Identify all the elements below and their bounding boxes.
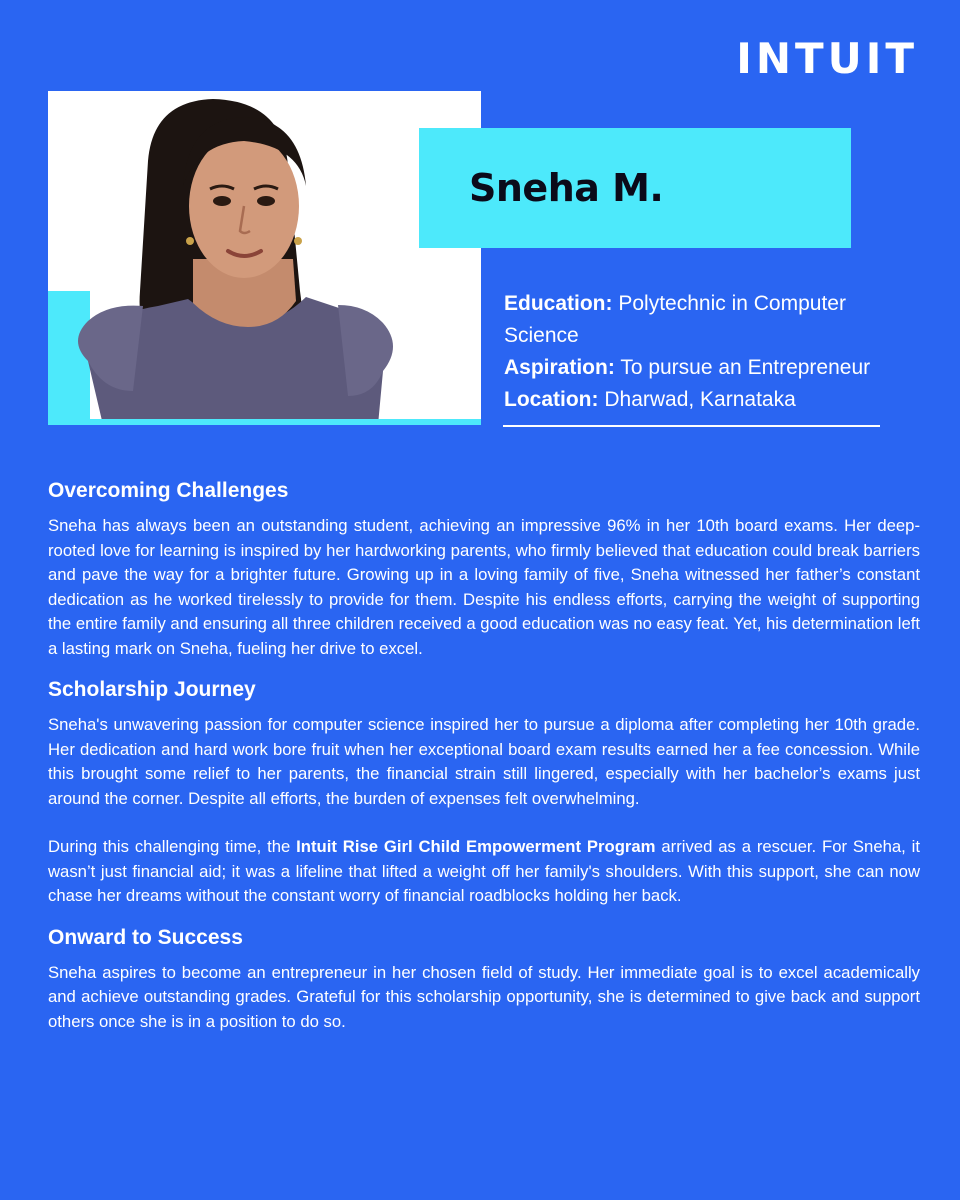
program-name: Intuit Rise Girl Child Empowerment Program: [296, 837, 656, 856]
section-paragraph: Sneha aspires to become an entrepreneur in her chosen field of study. Her immediate goal is to excel academically and achieve outstanding grades. Grateful for this scholarship opportunity, she is determined to give back and support others once she is in a position to do so.: [48, 962, 920, 1031]
location-line: [504, 384, 914, 416]
paragraph-text: During this challenging time, the: [48, 837, 297, 856]
photo-accent-strip: [48, 419, 481, 425]
location-label: Location:: [504, 388, 599, 411]
section-paragraph: [48, 835, 920, 909]
student-name: Sneha M.: [469, 166, 664, 210]
education-label: Education:: [504, 292, 613, 315]
portrait-illustration: [48, 91, 481, 425]
section-challenges: [48, 476, 920, 661]
profile-details: [504, 288, 914, 416]
section-paragraph: Sneha's unwavering passion for computer science inspired her to pursue a diploma after completing her 10th grade. Her dedication and hard work bore fruit when her exceptional board exam results earned her a fee concession. While this brought some relief to her parents, the financial strain still lingered, especially with her bachelor’s exams just around the corner. Despite all efforts, the burden of expenses felt overwhelming.: [48, 715, 920, 808]
details-divider: [503, 425, 880, 427]
section-heading: Onward to Success: [48, 925, 243, 949]
aspiration-value: To pursue an Entrepreneur: [620, 356, 871, 379]
section-paragraph: Sneha has always been an outstanding student, achieving an impressive 96% in her 10th board exams. Her deep-rooted love for learning is inspired by her hardworking parents, who firmly believed that education could break barriers and pave the way for a brighter future. Growing up in a loving family of five, Sneha witnessed her father’s constant dedication as he worked tirelessly to provide for them. Despite his endless efforts, carrying the weight of supporting the entire family and ensuring all three children received a good education was no easy feat. Yet, his determination left a lasting mark on Sneha, fueling her drive to excel.: [48, 516, 920, 658]
education-value: Polytechnic in Computer Science: [504, 292, 846, 347]
profile-photo: [48, 91, 481, 425]
section-heading: Scholarship Journey: [48, 678, 256, 701]
name-banner: [419, 128, 851, 248]
education-line: [504, 288, 914, 352]
story-content: [48, 476, 920, 1048]
location-value: Dharwad, Karnataka: [604, 388, 796, 411]
section-success: [48, 923, 920, 1035]
aspiration-line: [504, 352, 914, 384]
section-journey: [48, 675, 920, 909]
intuit-logo: INTUIT: [736, 34, 918, 83]
aspiration-label: Aspiration:: [504, 356, 615, 379]
paragraph-text: arrived as a rescuer. For Sneha, it wasn’t just financial aid; it was a lifeline that lifted a weight off her family's shoulders. With this support, she can now chase her dreams without the constant worry of financial roadblocks holding her back.: [48, 837, 920, 905]
section-heading: Overcoming Challenges: [48, 479, 289, 502]
